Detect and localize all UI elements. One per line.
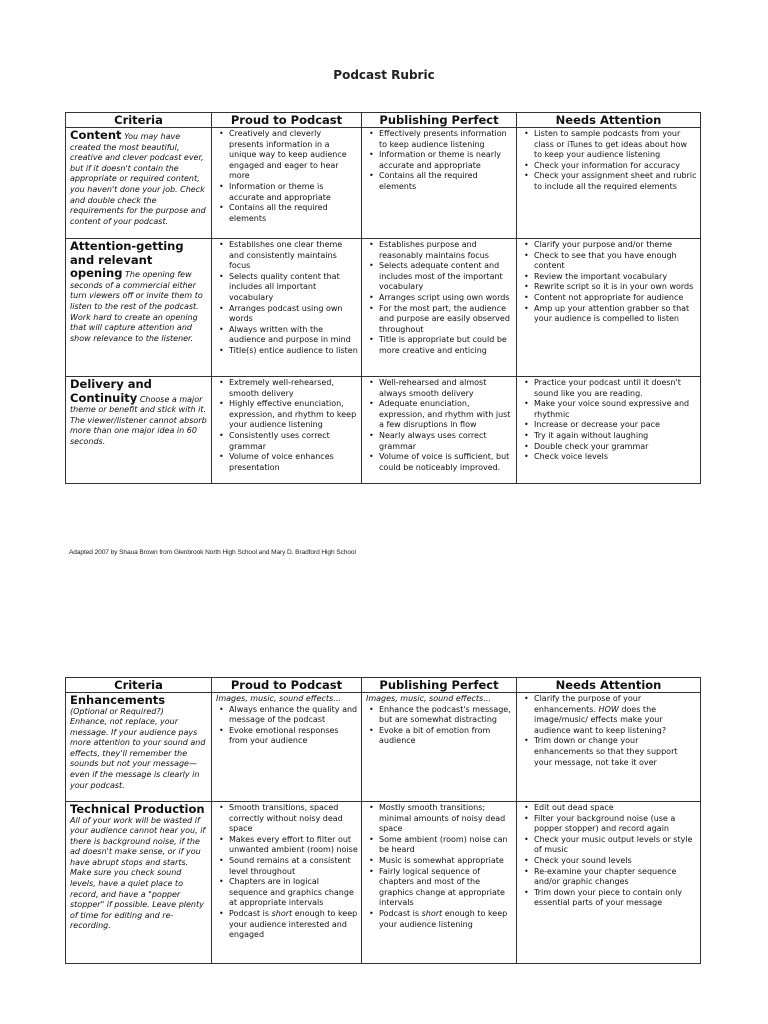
row-content <box>66 128 701 239</box>
row-delivery <box>66 377 701 484</box>
list-item: • Double check your grammar <box>521 442 697 453</box>
criteria-name: Technical Production <box>70 802 205 816</box>
list-item: • Practice your podcast until it doesn't sound like you are reading. <box>521 378 697 399</box>
list-item: • Increase or decrease your pace <box>521 420 697 431</box>
criteria-desc: Enhance, not replace, your message. If your audience pays more attention to your sound and effects, they'll remember the sounds but not your message—even if the message is clearly in your podcast. <box>70 717 206 790</box>
criteria-desc: Choose a major theme or benefit and stick with it. The viewer/listener cannot absorb more than one major idea in 60 seconds. <box>70 394 207 446</box>
list-item: • Evoke emotional responses from your audience <box>216 726 358 747</box>
list-item: • Title is appropriate but could be more creative and enticing <box>366 335 513 356</box>
bullet-list <box>216 378 358 473</box>
list-item: • Mostly smooth transitions; minimal amounts of noisy dead space <box>366 803 513 835</box>
list-item: • Title(s) entice audience to listen <box>216 346 358 357</box>
bullet-list <box>366 240 513 357</box>
list-item: • Edit out dead space <box>521 803 697 814</box>
bullet-list <box>521 129 697 193</box>
credit-line: Adapted 2007 by Shaua Brown from Glenbrook North High School and Mary D. Bradford High School <box>69 549 356 556</box>
list-item: • Check your sound levels <box>521 856 697 867</box>
list-item: • Establishes purpose and reasonably maintains focus <box>366 240 513 261</box>
proud-cell <box>212 802 362 964</box>
list-item: • Always enhance the quality and message of the podcast <box>216 705 358 726</box>
list-item: • Listen to sample podcasts from your class or iTunes to get ideas about how to keep your audience listening <box>521 129 697 161</box>
criteria-cell <box>66 377 212 484</box>
list-item: • Smooth transitions, spaced correctly without noisy dead space <box>216 803 358 835</box>
bullet-list <box>366 705 513 747</box>
list-item: • Chapters are in logical sequence and graphics change at appropriate intervals <box>216 877 358 909</box>
criteria-cell <box>66 693 212 802</box>
row-technical <box>66 802 701 964</box>
header-criteria: Criteria <box>66 113 212 128</box>
list-item: • Check voice levels <box>521 452 697 463</box>
list-item: • Try it again without laughing <box>521 431 697 442</box>
list-item: • Sound remains at a consistent level throughout <box>216 856 358 877</box>
list-item: • Selects quality content that includes all important vocabulary <box>216 272 358 304</box>
criteria-name: Content <box>70 128 122 142</box>
criteria-name: Delivery and Continuity <box>70 377 152 405</box>
criteria-desc: The opening few seconds of a commercial either turn viewers off or invite them to listen to the rest of the podcast. Work hard to create an opening that will capture attention and show relevance to the listener. <box>70 270 203 343</box>
rubric-table-1 <box>65 112 701 484</box>
attention-cell <box>517 377 701 484</box>
header-attention: Needs Attention <box>517 113 701 128</box>
bullet-list <box>521 694 697 768</box>
list-item: • Evoke a bit of emotion from audience <box>366 726 513 747</box>
list-item: • Consistently uses correct grammar <box>216 431 358 452</box>
list-item: • Music is somewhat appropriate <box>366 856 513 867</box>
list-item: • Rewrite script so it is in your own words <box>521 282 697 293</box>
list-item: • Information or theme is nearly accurate and appropriate <box>366 150 513 171</box>
bullet-list <box>216 803 358 941</box>
bullet-list <box>366 378 513 473</box>
list-item: • Trim down your piece to contain only essential parts of your message <box>521 888 697 909</box>
criteria-desc: You may have created the most beautiful, creative and clever podcast ever, but if it doesn't contain the appropriate or required content, you haven't done your job. Check and double check the requirements for the purpose and content of your podcast. <box>70 132 206 226</box>
criteria-desc: All of your work will be wasted if your audience cannot hear you, if there is background noise, if the ad doesn't make sense, or if you have abrupt stops and starts. Make sure you check sound levels, have a quiet place to record, and have a "popper stopper" if possible. Leave plenty of time for editing and re-recording. <box>70 815 206 931</box>
header-row <box>66 113 701 128</box>
criteria-cell <box>66 239 212 377</box>
perfect-cell <box>362 239 517 377</box>
criteria-name: Enhancements <box>70 693 166 707</box>
cell-lead: Images, music, sound effects… <box>366 694 492 703</box>
criteria-cell <box>66 802 212 964</box>
list-item: • Trim down or change your enhancements so that they support your message, not take it over <box>521 736 697 768</box>
list-item: • Extremely well-rehearsed, smooth delivery <box>216 378 358 399</box>
list-item: • Amp up your attention grabber so that your audience is compelled to listen <box>521 304 697 325</box>
bullet-list <box>521 803 697 909</box>
header-attention: Needs Attention <box>517 678 701 693</box>
list-item: • Podcast is short enough to keep your audience interested and engaged <box>216 909 358 941</box>
header-proud: Proud to Podcast <box>212 113 362 128</box>
list-item: • Fairly logical sequence of chapters and most of the graphics change at appropriate intervals <box>366 867 513 909</box>
attention-cell <box>517 128 701 239</box>
attention-cell <box>517 802 701 964</box>
bullet-list <box>216 705 358 747</box>
attention-cell <box>517 693 701 802</box>
attention-cell <box>517 239 701 377</box>
header-perfect: Publishing Perfect <box>362 678 517 693</box>
bullet-list <box>216 129 358 224</box>
list-item: • Always written with the audience and purpose in mind <box>216 325 358 346</box>
list-item: • Nearly always uses correct grammar <box>366 431 513 452</box>
criteria-cell <box>66 128 212 239</box>
proud-cell <box>212 377 362 484</box>
list-item: • Well-rehearsed and almost always smooth delivery <box>366 378 513 399</box>
list-item: • Effectively presents information to keep audience listening <box>366 129 513 150</box>
header-criteria: Criteria <box>66 678 212 693</box>
bullet-list <box>521 378 697 463</box>
list-item: • Establishes one clear theme and consistently maintains focus <box>216 240 358 272</box>
list-item: • Review the important vocabulary <box>521 272 697 283</box>
list-item: • Arranges script using own words <box>366 293 513 304</box>
proud-cell <box>212 128 362 239</box>
list-item: • Filter your background noise (use a popper stopper) and record again <box>521 814 697 835</box>
list-item: • Clarify your purpose and/or theme <box>521 240 697 251</box>
perfect-cell <box>362 693 517 802</box>
list-item: • Volume of voice enhances presentation <box>216 452 358 473</box>
bullet-list <box>521 240 697 325</box>
cell-lead: Images, music, sound effects… <box>216 694 342 703</box>
list-item: • Contains all the required elements <box>366 171 513 192</box>
perfect-cell <box>362 128 517 239</box>
header-perfect: Publishing Perfect <box>362 113 517 128</box>
row-enhancements <box>66 693 701 802</box>
list-item: • Information or theme is accurate and appropriate <box>216 182 358 203</box>
list-item: • Enhance the podcast's message, but are somewhat distracting <box>366 705 513 726</box>
list-item: • Some ambient (room) noise can be heard <box>366 835 513 856</box>
list-item: • Volume of voice is sufficient, but could be noticeably improved. <box>366 452 513 473</box>
bullet-list <box>366 803 513 930</box>
list-item: • Adequate enunciation, expression, and rhythm with just a few disruptions in flow <box>366 399 513 431</box>
list-item: • Content not appropriate for audience <box>521 293 697 304</box>
list-item: • Contains all the required elements <box>216 203 358 224</box>
rubric-table-2 <box>65 677 701 964</box>
list-item: • For the most part, the audience and purpose are easily observed throughout <box>366 304 513 336</box>
list-item: • Re-examine your chapter sequence and/or graphic changes <box>521 867 697 888</box>
list-item: • Arranges podcast using own words <box>216 304 358 325</box>
row-opening <box>66 239 701 377</box>
list-item: • Makes every effort to filter out unwanted ambient (room) noise <box>216 835 358 856</box>
header-proud: Proud to Podcast <box>212 678 362 693</box>
header-row <box>66 678 701 693</box>
list-item: • Creatively and cleverly presents information in a unique way to keep audience engaged and eager to hear more <box>216 129 358 182</box>
perfect-cell <box>362 802 517 964</box>
list-item: • Highly effective enunciation, expression, and rhythm to keep your audience listening <box>216 399 358 431</box>
list-item: • Check your information for accuracy <box>521 161 697 172</box>
list-item: • Podcast is short enough to keep your audience listening <box>366 909 513 930</box>
list-item: • Check to see that you have enough content <box>521 251 697 272</box>
list-item: • Clarify the purpose of your enhancements. HOW does the image/music/ effects make your audience want to keep listening? <box>521 694 697 736</box>
list-item: • Make your voice sound expressive and rhythmic <box>521 399 697 420</box>
perfect-cell <box>362 377 517 484</box>
proud-cell <box>212 693 362 802</box>
page-title: Podcast Rubric <box>333 68 435 82</box>
list-item: • Check your music output levels or style of music <box>521 835 697 856</box>
criteria-name: Attention-getting and relevant opening <box>70 239 184 281</box>
bullet-list <box>366 129 513 193</box>
criteria-paren: (Optional or Required?) <box>70 706 164 716</box>
bullet-list <box>216 240 358 357</box>
list-item: • Selects adequate content and includes most of the important vocabulary <box>366 261 513 293</box>
proud-cell <box>212 239 362 377</box>
list-item: • Check your assignment sheet and rubric to include all the required elements <box>521 171 697 192</box>
